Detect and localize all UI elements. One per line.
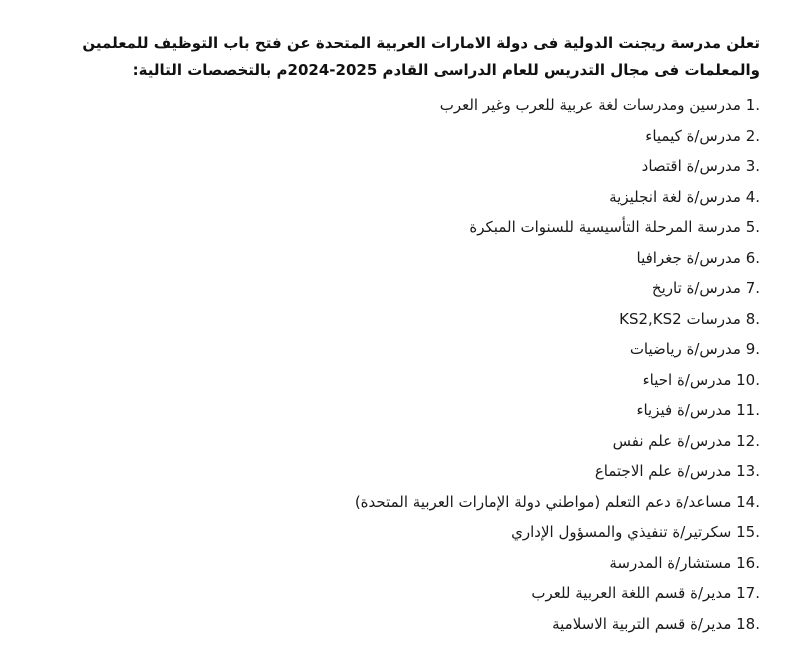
list-item [60, 243, 760, 274]
list-item [60, 334, 760, 365]
list-item [60, 90, 760, 121]
list-item [60, 426, 760, 457]
list-item [60, 365, 760, 396]
item-number: 14. [736, 492, 760, 511]
item-number: 18. [736, 614, 760, 633]
item-title: مدرس/ة رياضيات [629, 340, 741, 358]
list-item [60, 304, 760, 335]
item-title: مدرس/ة تاريخ [651, 279, 741, 297]
list-item [60, 121, 760, 152]
item-title: مستشار/ة المدرسة [609, 553, 732, 572]
item-title: مدرس/ة علم نفس [612, 431, 732, 450]
item-number: 1. [745, 96, 760, 114]
job-list [60, 90, 760, 639]
item-title: مدير/ة قسم التربية الاسلامية [552, 614, 732, 633]
item-number: 16. [736, 553, 760, 572]
item-title: مدرس/ة علم الاجتماع [594, 462, 732, 480]
list-item [60, 273, 760, 304]
item-number: 3. [745, 157, 760, 175]
item-title: مدرس/ة احياء [642, 370, 732, 389]
item-title: مدرسة المرحلة التأسيسية للسنوات المبكرة [469, 218, 741, 236]
item-title: مدرس/ة فيزياء [636, 401, 732, 419]
item-number: 12. [736, 431, 760, 450]
announcement-intro: تعلن مدرسة ريجنت الدولية فى دولة الامارات العربية المتحدة عن فتح باب التوظيف للمعلمين والمعلمات فى مجال التدريس للعام الدراسى القادم 2025-2024م بالتخصصات التالية: [82, 34, 760, 79]
item-number: 4. [745, 187, 760, 206]
item-title: مدير/ة قسم اللغة العربية للعرب [531, 584, 732, 602]
item-number: 2. [745, 126, 760, 145]
list-item [60, 151, 760, 182]
item-number: 5. [745, 218, 760, 236]
item-number: 11. [736, 401, 760, 419]
item-number: 10. [736, 370, 760, 389]
list-item [60, 548, 760, 579]
item-title: مدرس/ة لغة انجليزية [609, 187, 741, 206]
item-title: مدرس/ة اقتصاد [641, 157, 741, 175]
item-number: 15. [736, 523, 760, 541]
item-number: 8. [745, 309, 760, 328]
list-item [60, 182, 760, 213]
item-title: مساعد/ة دعم التعلم (مواطني دولة الإمارات العربية المتحدة) [354, 492, 732, 511]
announcement [60, 30, 760, 639]
item-number: 7. [745, 279, 760, 297]
list-item [60, 487, 760, 518]
item-title: سكرتير/ة تنفيذي والمسؤول الإداري [511, 523, 732, 541]
item-title: مدرس/ة جغرافيا [636, 248, 741, 267]
list-item [60, 456, 760, 487]
item-number: 17. [736, 584, 760, 602]
list-item [60, 578, 760, 609]
list-item [60, 517, 760, 548]
item-number: 9. [745, 340, 760, 358]
list-item [60, 395, 760, 426]
list-item [60, 212, 760, 243]
item-number: 6. [745, 248, 760, 267]
item-number: 13. [736, 462, 760, 480]
item-title: مدرسات KS2,KS2 [619, 309, 741, 328]
list-item [60, 609, 760, 640]
item-title: مدرس/ة كيمياء [645, 126, 741, 145]
item-title: مدرسين ومدرسات لغة عربية للعرب وغير العرب [439, 96, 741, 114]
